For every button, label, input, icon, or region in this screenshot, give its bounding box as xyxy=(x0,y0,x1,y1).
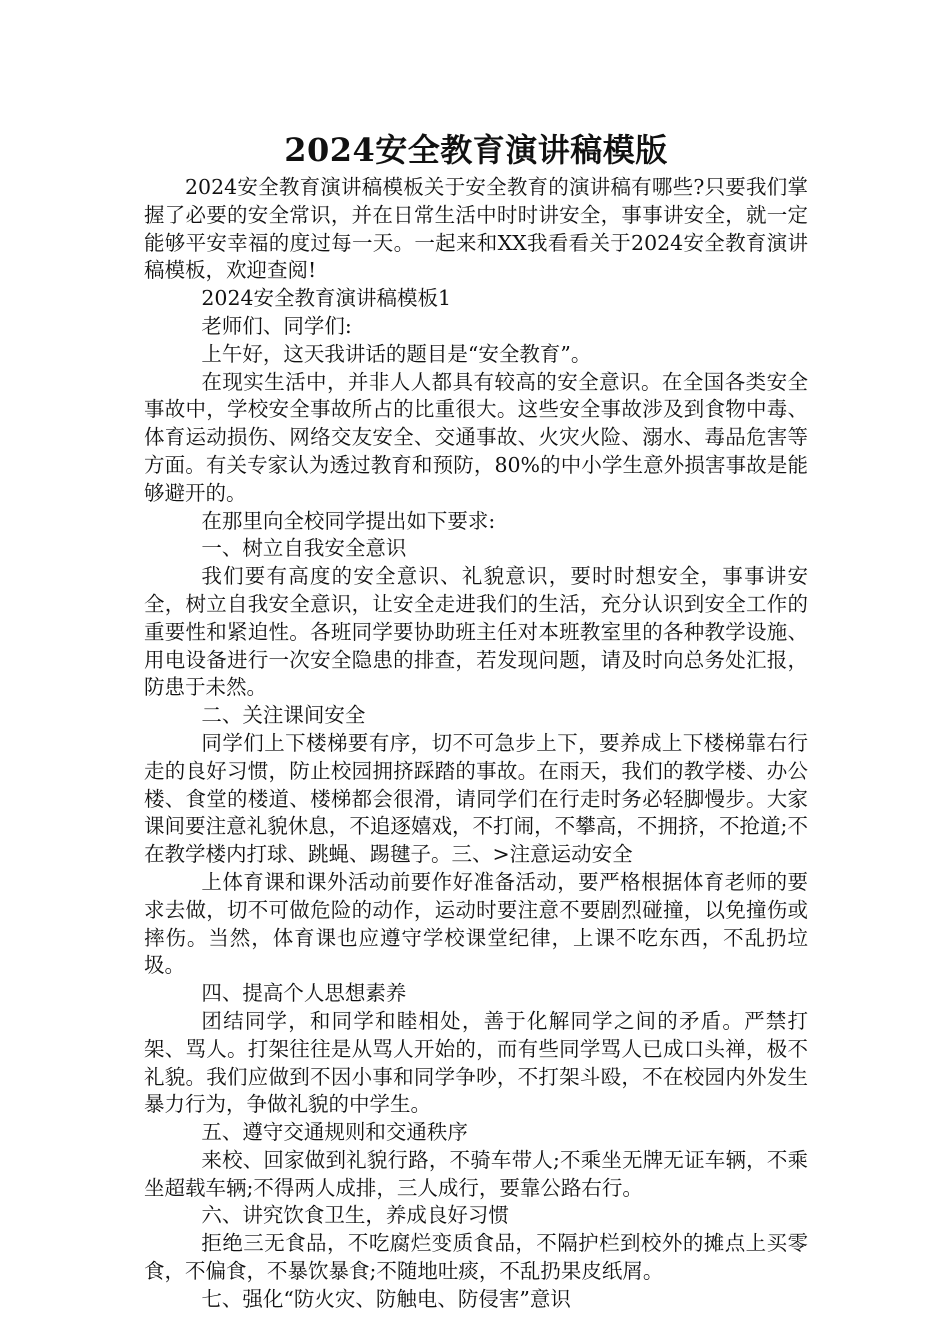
intro-paragraph: 2024安全教育演讲稿模板关于安全教育的演讲稿有哪些?只要我们掌握了必要的安全常识，并在日常生活中时时讲安全，事事讲安全，就一定能够平安幸福的度过每一天。一起来和XX我看看关于2024安全教育演讲稿模板，欢迎查阅! xyxy=(144,175,808,283)
paragraph-break-safety: 同学们上下楼梯要有序，切不可急步上下，要养成上下楼梯靠右行走的良好习惯，防止校园拥挤踩踏的事故。在雨天，我们的教学楼、办公楼、食堂的楼道、楼梯都会很滑，请同学们在行走时务必轻脚慢步。大家课间要注意礼貌休息，不追逐嬉戏，不打闹，不攀高，不拥挤，不抢道;不在教学楼内打球、跳蝇、踢毽子。三、>注意运动安全 xyxy=(144,730,808,867)
paragraph-awareness: 我们要有高度的安全意识、礼貌意识，要时时想安全，事事讲安全，树立自我安全意识，让安全走进我们的生活，充分认识到安全工作的重要性和紧迫性。各班同学要协助班主任对本班教室里的各种教学设施、用电设备进行一次安全隐患的排查，若发现问题，请及时向总务处汇报，防患于未然。 xyxy=(144,564,808,700)
section-heading-1: 一、树立自我安全意识 xyxy=(201,536,407,561)
paragraph-reality: 在现实生活中，并非人人都具有较高的安全意识。在全国各类安全事故中，学校安全事故所占的比重很大。这些安全事故涉及到食物中毒、体育运动损伤、网络交友安全、交通事故、火灾火险、溺水、毒品危害等方面。有关专家认为透过教育和预防，80%的中小学生意外损害事故是能够避开的。 xyxy=(144,369,808,505)
speech-subtitle: 2024安全教育演讲稿模板1 xyxy=(201,286,452,311)
section-heading-2: 二、关注课间安全 xyxy=(201,703,366,728)
section-heading-6: 六、讲究饮食卫生，养成良好习惯 xyxy=(201,1203,509,1228)
paragraph-requirements: 在那里向全校同学提出如下要求: xyxy=(201,508,496,533)
document-page xyxy=(144,128,808,1314)
section-heading-4: 四、提高个人思想素养 xyxy=(201,981,407,1006)
paragraph-food: 拒绝三无食品，不吃腐烂变质食品，不隔护栏到校外的摊点上买零食，不偏食，不暴饮暴食;不随地吐痰，不乱扔果皮纸屑。 xyxy=(144,1231,808,1284)
paragraph-sports-safety: 上体育课和课外活动前要作好准备活动，要严格根据体育老师的要求去做，切不可做危险的动作，运动时要注意不要剧烈碰撞，以免撞伤或摔伤。当然，体育课也应遵守学校课堂纪律，上课不吃东西，不乱扔垃圾。 xyxy=(144,869,808,978)
greeting: 老师们、同学们: xyxy=(201,313,352,338)
document-title: 2024安全教育演讲稿模版 xyxy=(284,131,668,169)
opening-line: 上午好，这天我讲话的题目是“安全教育”。 xyxy=(201,341,592,366)
section-heading-5: 五、遵守交通规则和交通秩序 xyxy=(201,1120,468,1145)
paragraph-traffic: 来校、回家做到礼貌行路，不骑车带人;不乘坐无牌无证车辆，不乘坐超载车辆;不得两人成排，三人成行，要靠公路右行。 xyxy=(144,1147,808,1200)
paragraph-conduct: 团结同学，和同学和睦相处，善于化解同学之间的矛盾。严禁打架、骂人。打架往往是从骂人开始的，而有些同学骂人已成口头禅，极不礼貌。我们应做到不因小事和同学争吵，不打架斗殴，不在校园内外发生暴力行为，争做礼貌的中学生。 xyxy=(144,1008,808,1117)
section-heading-7: 七、强化“防火灾、防触电、防侵害”意识 xyxy=(201,1286,571,1311)
